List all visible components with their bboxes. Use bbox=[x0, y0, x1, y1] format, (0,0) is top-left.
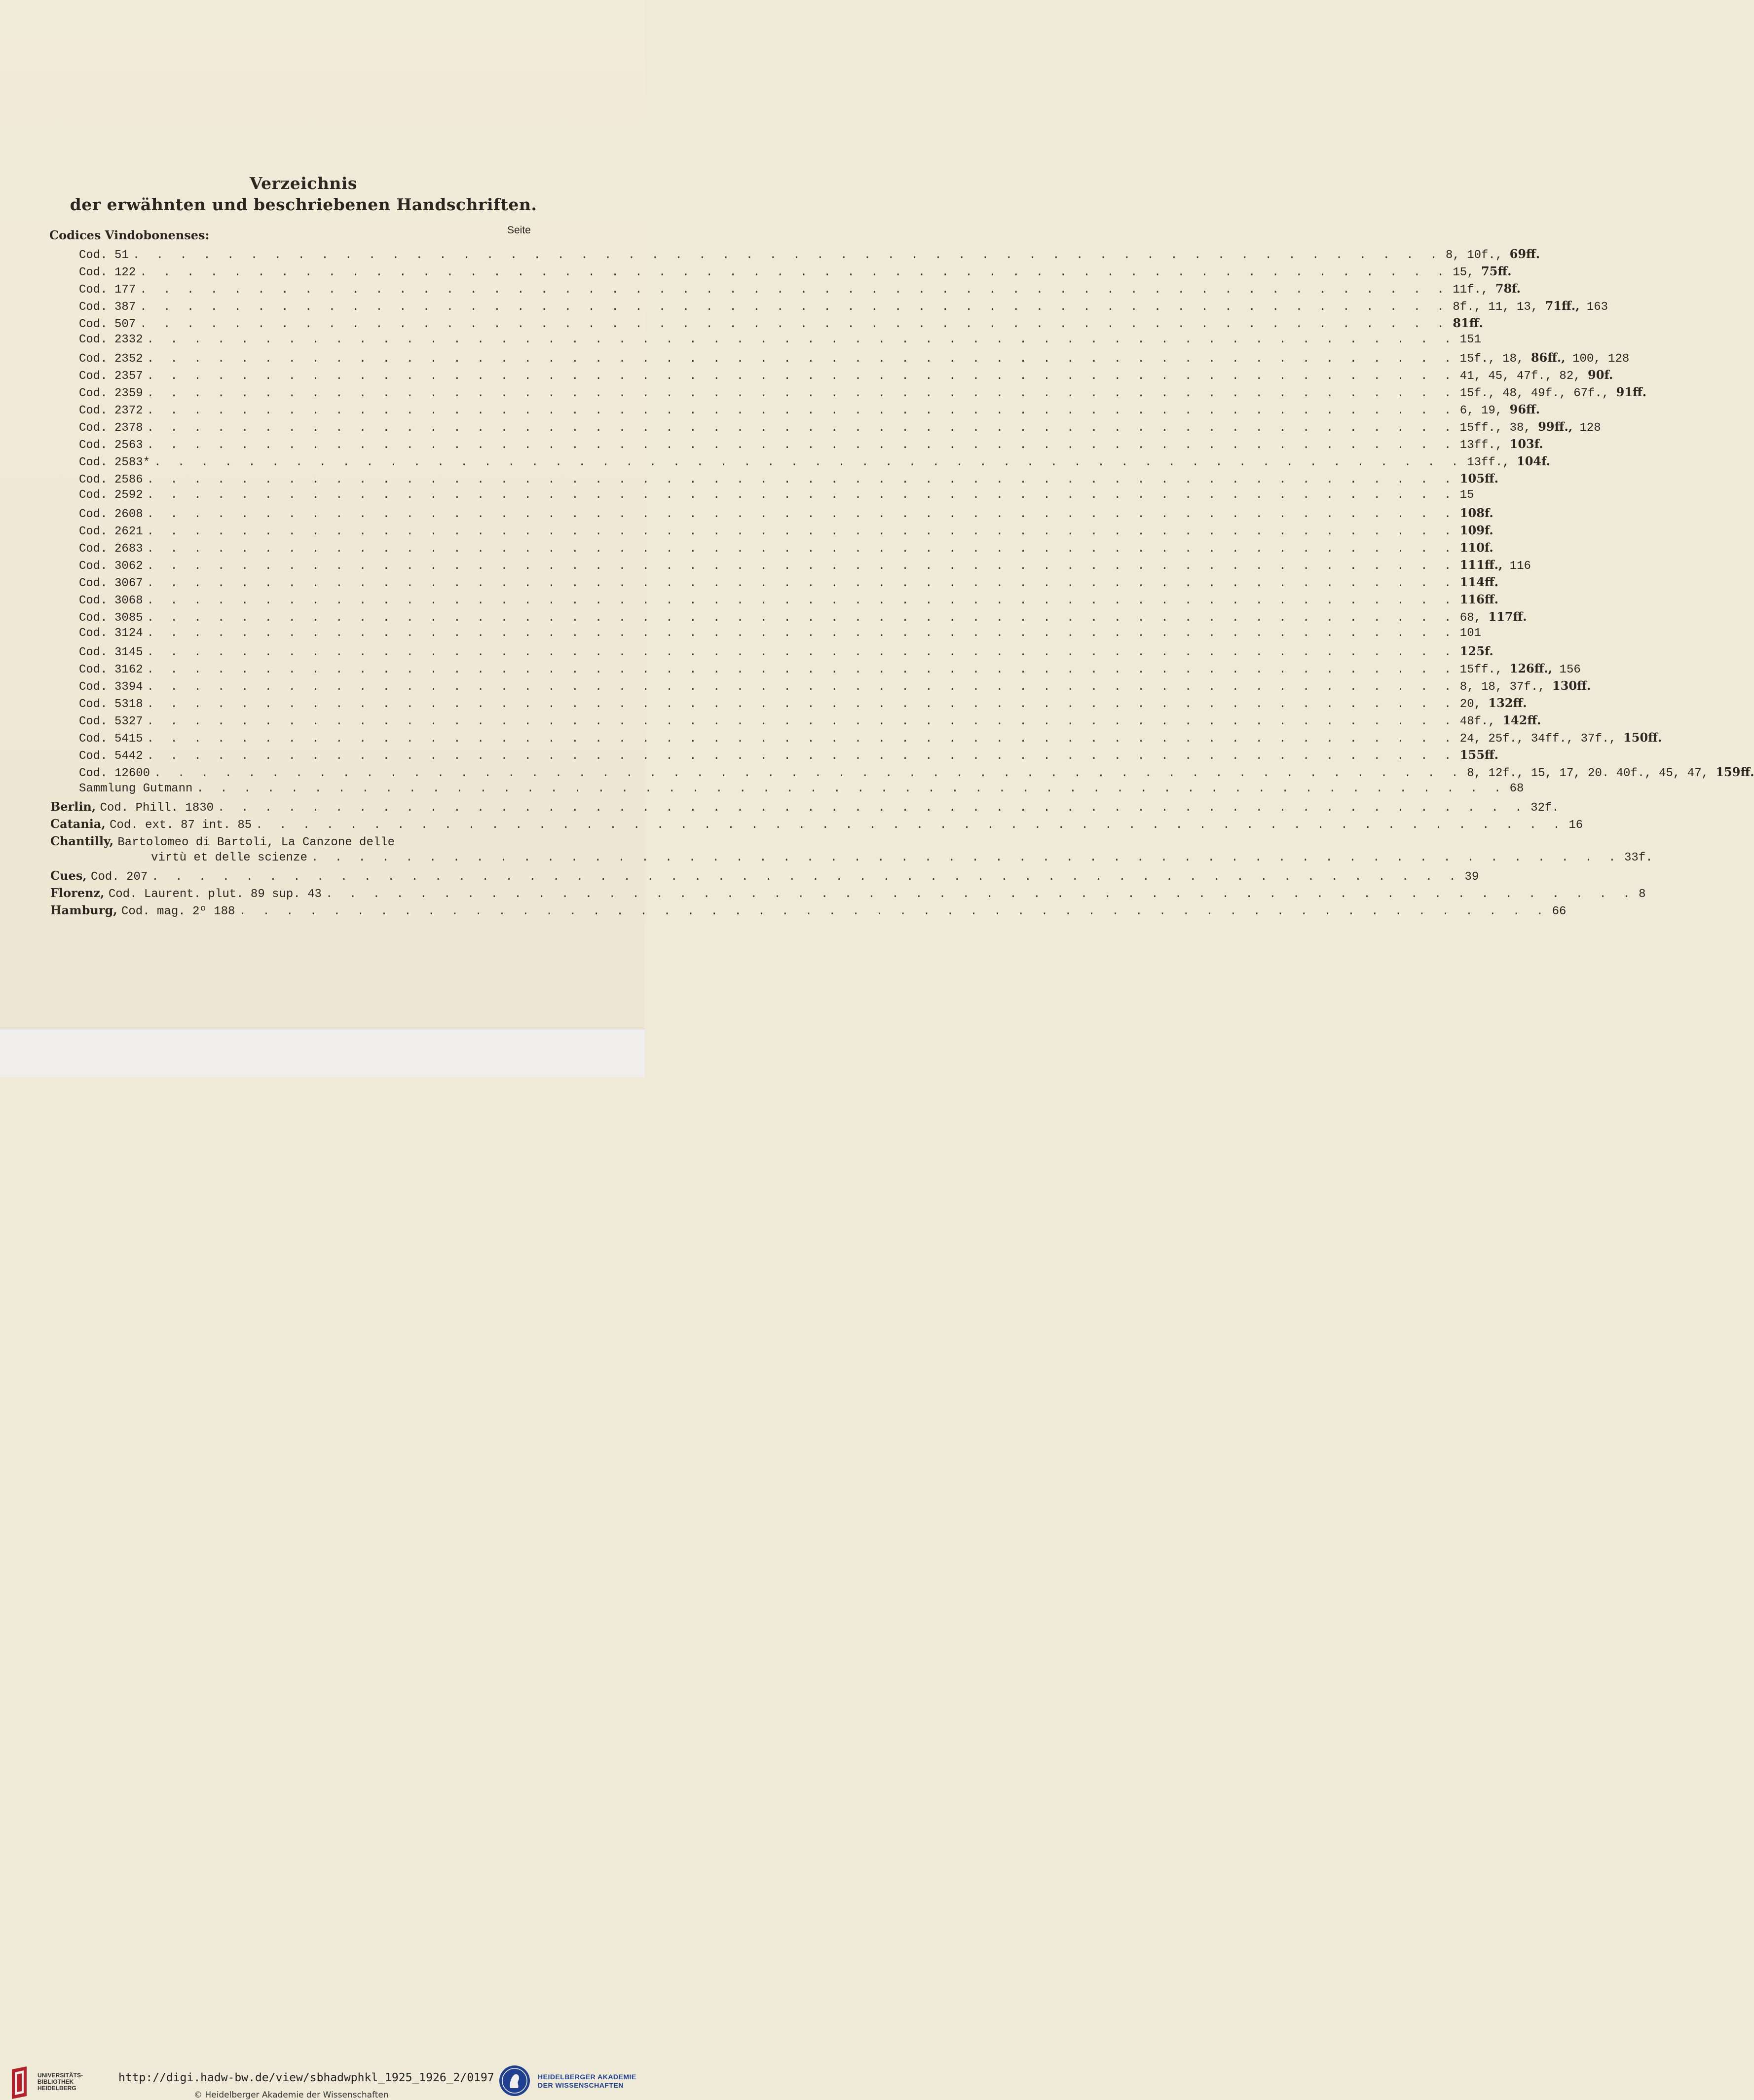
page-references: 39 bbox=[1464, 870, 1479, 884]
ub-line-3: HEIDELBERG bbox=[37, 2085, 76, 2092]
codex-label: Cod. 3394 bbox=[79, 680, 143, 694]
codex-label: Cod. 3067 bbox=[79, 577, 143, 590]
index-row bbox=[0, 247, 1540, 264]
codex-label: Cod. 5318 bbox=[79, 698, 143, 711]
page-references: 33f. bbox=[1624, 851, 1653, 864]
dot-leader: . . . . . . . . . . . . . . . . . . . . . . . . . . . . . . . . . . . . . . . . . . . . . . . . . . . . . . . . bbox=[140, 266, 1449, 279]
index-row bbox=[0, 488, 1474, 506]
index-row bbox=[0, 817, 1583, 834]
page-references: 32f. bbox=[1530, 801, 1559, 815]
index-row bbox=[0, 696, 1527, 713]
codex-label: Cod. 122 bbox=[79, 266, 136, 279]
library-label: Hamburg, Cod. mag. 2º 188 bbox=[50, 903, 235, 918]
index-row bbox=[0, 523, 1493, 540]
index-row bbox=[0, 678, 1591, 696]
dot-leader: . . . . . . . . . . . . . . . . . . . . . . . . . . . . . . . . . . . . . . . . . . . . . . . . . . . . . . . . bbox=[311, 851, 1621, 864]
dot-leader: . . . . . . . . . . . . . . . . . . . . . . . . . . . . . . . . . . . . . . . . . . . . . . . . . . . . . . . . bbox=[132, 249, 1442, 262]
codex-label: Cod. 3162 bbox=[79, 663, 143, 676]
index-row bbox=[0, 575, 1498, 592]
codex-label: Cod. 2357 bbox=[79, 370, 143, 383]
dot-leader: . . . . . . . . . . . . . . . . . . . . . . . . . . . . . . . . . . . . . . . . . . . . . . . . . . . . . . . . bbox=[147, 627, 1456, 640]
index-row bbox=[0, 834, 645, 851]
codex-label: Cod. 2563 bbox=[79, 439, 143, 452]
page-references: 111ff., 116 bbox=[1459, 558, 1531, 573]
index-row bbox=[0, 368, 1613, 385]
dot-leader: . . . . . . . . . . . . . . . . . . . . . . . . . . . . . . . . . . . . . . . . . . . . . . . . . . . . . . . . bbox=[147, 439, 1456, 452]
ub-line-1: UNIVERSITÄTS- bbox=[37, 2072, 83, 2079]
page-references: 8 bbox=[1639, 888, 1646, 901]
codex-label: Cod. 3145 bbox=[79, 646, 143, 659]
dot-leader: . . . . . . . . . . . . . . . . . . . . . . . . . . . . . . . . . . . . . . . . . . . . . . . . . . . . . . . . bbox=[147, 732, 1456, 746]
dot-leader: . . . . . . . . . . . . . . . . . . . . . . . . . . . . . . . . . . . . . . . . . . . . . . . . . . . . . . . . bbox=[147, 421, 1456, 435]
index-row bbox=[0, 333, 1482, 350]
codex-label: Cod. 2372 bbox=[79, 404, 143, 417]
page-url-link[interactable]: http://digi.hadw-bw.de/view/sbhadwphkl_1925_1926_2/0197 bbox=[118, 2071, 494, 2084]
codex-label: Cod. 12600 bbox=[79, 767, 150, 780]
library-label: Catania, Cod. ext. 87 int. 85 bbox=[50, 817, 252, 832]
page-references: 101 bbox=[1459, 627, 1482, 640]
index-row bbox=[0, 851, 1653, 868]
page-references: 15ff., 38, 99ff., 128 bbox=[1459, 419, 1601, 435]
index-row bbox=[0, 385, 1647, 402]
index-row bbox=[0, 713, 1541, 730]
dot-leader: . . . . . . . . . . . . . . . . . . . . . . . . . . . . . . . . . . . . . . . . . . . . . . . . . . . . . . . . bbox=[147, 404, 1456, 417]
dot-leader: . . . . . . . . . . . . . . . . . . . . . . . . . . . . . . . . . . . . . . . . . . . . . . . . . . . . . . . . bbox=[147, 333, 1456, 346]
dot-leader: . . . . . . . . . . . . . . . . . . . . . . . . . . . . . . . . . . . . . . . . . . . . . . . . . . . . . . . . bbox=[147, 750, 1456, 763]
index-row bbox=[0, 748, 1498, 765]
dot-leader: . . . . . . . . . . . . . . . . . . . . . . . . . . . . . . . . . . . . . . . . . . . . . . . . . . . . . . . . bbox=[154, 767, 1463, 780]
index-row bbox=[0, 609, 1527, 627]
page-references: 13ff., 103f. bbox=[1459, 437, 1543, 452]
index-row bbox=[0, 765, 1754, 782]
page-references: 114ff. bbox=[1459, 575, 1498, 589]
codex-label: Cod. 2608 bbox=[79, 508, 143, 521]
codex-label: Cod. 2583* bbox=[79, 456, 150, 469]
codex-label: Cod. 2332 bbox=[79, 333, 143, 346]
page-references: 13ff., 104f. bbox=[1467, 454, 1550, 469]
dot-leader: . . . . . . . . . . . . . . . . . . . . . . . . . . . . . . . . . . . . . . . . . . . . . . . . . . . . . . . . bbox=[147, 577, 1456, 590]
dot-leader: . . . . . . . . . . . . . . . . . . . . . . . . . . . . . . . . . . . . . . . . . . . . . . . . . . . . . . . . bbox=[147, 542, 1456, 556]
index-row bbox=[0, 281, 1521, 299]
ub-line-2: BIBLIOTHEK bbox=[37, 2078, 74, 2085]
index-row bbox=[0, 558, 1531, 575]
dot-leader: . . . . . . . . . . . . . . . . . . . . . . . . . . . . . . . . . . . . . . . . . . . . . . . . . . . . . . . . bbox=[147, 663, 1456, 676]
page-references: 125f. bbox=[1459, 644, 1493, 658]
academy-seal-icon bbox=[498, 2064, 531, 2097]
copyright-text: © Heidelberger Akademie der Wissenschaften bbox=[194, 2090, 389, 2100]
page-references: 81ff. bbox=[1453, 316, 1483, 330]
page-references: 108f. bbox=[1459, 506, 1493, 520]
dot-leader: . . . . . . . . . . . . . . . . . . . . . . . . . . . . . . . . . . . . . . . . . . . . . . . . . . . . . . . . bbox=[147, 594, 1456, 607]
index-row bbox=[0, 437, 1543, 454]
index-row bbox=[0, 419, 1601, 437]
hak-line-1: HEIDELBERGER AKADEMIE bbox=[538, 2073, 636, 2081]
page-references: 20, 132ff. bbox=[1459, 696, 1527, 711]
dot-leader: . . . . . . . . . . . . . . . . . . . . . . . . . . . . . . . . . . . . . . . . . . . . . . . . . . . . . . . . bbox=[147, 560, 1456, 573]
index-row bbox=[0, 868, 1479, 886]
dot-leader: . . . . . . . . . . . . . . . . . . . . . . . . . . . . . . . . . . . . . . . . . . . . . . . . . . . . . . . . bbox=[325, 888, 1635, 901]
library-label: Florenz, Cod. Laurent. plut. 89 sup. 43 bbox=[50, 886, 322, 901]
dot-leader: . . . . . . . . . . . . . . . . . . . . . . . . . . . . . . . . . . . . . . . . . . . . . . . . . . . . . . . . bbox=[151, 870, 1461, 884]
index-row bbox=[0, 506, 1493, 523]
page-references: 15f., 18, 86ff., 100, 128 bbox=[1459, 350, 1630, 366]
index-row bbox=[0, 782, 1524, 799]
codex-label: Cod. 2586 bbox=[79, 473, 143, 487]
index-row bbox=[0, 730, 1662, 748]
hak-line-2: DER WISSENSCHAFTEN bbox=[538, 2081, 624, 2089]
section-title: Codices Vindobonenses: bbox=[49, 228, 210, 242]
page-references: 66 bbox=[1552, 905, 1567, 918]
index-row bbox=[0, 799, 1559, 817]
index-row bbox=[0, 540, 1493, 558]
index-row bbox=[0, 886, 1646, 903]
academy-logo-text bbox=[538, 2073, 636, 2090]
index-row bbox=[0, 644, 1493, 661]
dot-leader: . . . . . . . . . . . . . . . . . . . . . . . . . . . . . . . . . . . . . . . . . . . . . . . . . . . . . . . . bbox=[147, 387, 1456, 400]
page-references: 48f., 142ff. bbox=[1459, 713, 1541, 728]
page-references: 8, 10f., 69ff. bbox=[1446, 247, 1540, 262]
dot-leader: . . . . . . . . . . . . . . . . . . . . . . . . . . . . . . . . . . . . . . . . . . . . . . . . . . . . . . . . bbox=[140, 283, 1449, 297]
dot-leader: . . . . . . . . . . . . . . . . . . . . . . . . . . . . . . . . . . . . . . . . . . . . . . . . . . . . . . . . bbox=[147, 680, 1456, 694]
dot-leader: . . . . . . . . . . . . . . . . . . . . . . . . . . . . . . . . . . . . . . . . . . . . . . . . . . . . . . . . bbox=[147, 525, 1456, 538]
dot-leader: . . . . . . . . . . . . . . . . . . . . . . . . . . . . . . . . . . . . . . . . . . . . . . . . . . . . . . . . bbox=[147, 508, 1456, 521]
codex-label: Cod. 3085 bbox=[79, 611, 143, 625]
library-label: virtù et delle scienze bbox=[151, 851, 307, 864]
codex-label: Cod. 5442 bbox=[79, 750, 143, 763]
page-references: 155ff. bbox=[1459, 748, 1498, 762]
page-references: 105ff. bbox=[1459, 471, 1498, 486]
index-list bbox=[0, 247, 1754, 920]
dot-leader: . . . . . . . . . . . . . . . . . . . . . . . . . . . . . . . . . . . . . . . . . . . . . . . . . . . . . . . . bbox=[147, 473, 1456, 487]
page-references: 6, 19, 96ff. bbox=[1459, 402, 1540, 417]
page-references: 151 bbox=[1459, 333, 1482, 346]
codex-label: Cod. 5327 bbox=[79, 715, 143, 728]
codex-label: Cod. 3068 bbox=[79, 594, 143, 607]
dot-leader: . . . . . . . . . . . . . . . . . . . . . . . . . . . . . . . . . . . . . . . . . . . . . . . . . . . . . . . . bbox=[147, 698, 1456, 711]
page-references: 8, 12f., 15, 17, 20. 40f., 45, 47, 159ff. bbox=[1467, 765, 1754, 780]
page-references: 8f., 11, 13, 71ff., 163 bbox=[1453, 299, 1608, 314]
index-row bbox=[0, 316, 1483, 333]
index-row bbox=[0, 592, 1498, 609]
codex-label: Cod. 2621 bbox=[79, 525, 143, 538]
codex-label: Cod. 3124 bbox=[79, 627, 143, 640]
page-references: 16 bbox=[1568, 819, 1583, 832]
codex-label: Cod. 387 bbox=[79, 300, 136, 314]
codex-label: Sammlung Gutmann bbox=[79, 782, 193, 795]
university-library-logo-icon bbox=[7, 2065, 34, 2100]
index-row bbox=[0, 402, 1540, 419]
page-references: 8, 18, 37f., 130ff. bbox=[1459, 678, 1591, 694]
codex-label: Cod. 51 bbox=[79, 249, 129, 262]
page-references: 68, 117ff. bbox=[1459, 609, 1527, 625]
page-references: 41, 45, 47f., 82, 90f. bbox=[1459, 368, 1613, 383]
index-row bbox=[0, 264, 1512, 281]
codex-label: Cod. 5415 bbox=[79, 732, 143, 746]
page-references: 15, 75ff. bbox=[1453, 264, 1512, 279]
library-label: Berlin, Cod. Phill. 1830 bbox=[50, 799, 214, 815]
codex-label: Cod. 2359 bbox=[79, 387, 143, 400]
dot-leader: . . . . . . . . . . . . . . . . . . . . . . . . . . . . . . . . . . . . . . . . . . . . . . . . . . . . . . . . bbox=[147, 488, 1456, 502]
dot-leader: . . . . . . . . . . . . . . . . . . . . . . . . . . . . . . . . . . . . . . . . . . . . . . . . . . . . . . . . bbox=[256, 819, 1565, 832]
dot-leader: . . . . . . . . . . . . . . . . . . . . . . . . . . . . . . . . . . . . . . . . . . . . . . . . . . . . . . . . bbox=[147, 370, 1456, 383]
index-row bbox=[0, 903, 1567, 920]
page-references: 109f. bbox=[1459, 523, 1493, 537]
dot-leader: . . . . . . . . . . . . . . . . . . . . . . . . . . . . . . . . . . . . . . . . . . . . . . . . . . . . . . . . bbox=[218, 801, 1527, 815]
heading-line-1: Verzeichnis bbox=[250, 174, 357, 193]
index-row bbox=[0, 350, 1630, 368]
dot-leader: . . . . . . . . . . . . . . . . . . . . . . . . . . . . . . . . . . . . . . . . . . . . . . . . . . . . . . . . bbox=[147, 646, 1456, 659]
heading-line-2: der erwähnten und beschriebenen Handschriften. bbox=[70, 195, 537, 214]
page-references: 68 bbox=[1509, 782, 1524, 795]
library-label: Chantilly, Bartolomeo di Bartoli, La Canzone delle bbox=[50, 834, 395, 849]
dot-leader: . . . . . . . . . . . . . . . . . . . . . . . . . . . . . . . . . . . . . . . . . . . . . . . . . . . . . . . . bbox=[239, 905, 1548, 918]
index-row bbox=[0, 661, 1581, 678]
dot-leader: . . . . . . . . . . . . . . . . . . . . . . . . . . . . . . . . . . . . . . . . . . . . . . . . . . . . . . . . bbox=[140, 300, 1449, 314]
column-header-seite: Seite bbox=[507, 225, 531, 236]
page-references: 15f., 48, 49f., 67f., 91ff. bbox=[1459, 385, 1647, 400]
codex-label: Cod. 177 bbox=[79, 283, 136, 297]
page-references: 15 bbox=[1459, 488, 1474, 502]
codex-label: Cod. 507 bbox=[79, 318, 136, 331]
dot-leader: . . . . . . . . . . . . . . . . . . . . . . . . . . . . . . . . . . . . . . . . . . . . . . . . . . . . . . . . bbox=[196, 782, 1506, 795]
page-references: 110f. bbox=[1459, 540, 1493, 555]
scanned-page bbox=[0, 0, 1754, 1029]
codex-label: Cod. 2352 bbox=[79, 352, 143, 366]
dot-leader: . . . . . . . . . . . . . . . . . . . . . . . . . . . . . . . . . . . . . . . . . . . . . . . . . . . . . . . . bbox=[140, 318, 1449, 331]
index-row bbox=[0, 454, 1550, 471]
page-references: 116ff. bbox=[1459, 592, 1498, 606]
codex-label: Cod. 2592 bbox=[79, 488, 143, 502]
index-row bbox=[0, 471, 1498, 488]
page-references: 24, 25f., 34ff., 37f., 150ff. bbox=[1459, 730, 1662, 746]
dot-leader: . . . . . . . . . . . . . . . . . . . . . . . . . . . . . . . . . . . . . . . . . . . . . . . . . . . . . . . . bbox=[147, 715, 1456, 728]
dot-leader: . . . . . . . . . . . . . . . . . . . . . . . . . . . . . . . . . . . . . . . . . . . . . . . . . . . . . . . . bbox=[154, 456, 1463, 469]
page-references: 15ff., 126ff., 156 bbox=[1459, 661, 1581, 676]
dot-leader: . . . . . . . . . . . . . . . . . . . . . . . . . . . . . . . . . . . . . . . . . . . . . . . . . . . . . . . . bbox=[147, 352, 1456, 366]
index-row bbox=[0, 299, 1608, 316]
library-label: Cues, Cod. 207 bbox=[50, 868, 148, 884]
viewer-footer bbox=[0, 1029, 645, 2100]
codex-label: Cod. 2378 bbox=[79, 421, 143, 435]
codex-label: Cod. 2683 bbox=[79, 542, 143, 556]
university-library-text bbox=[37, 2072, 83, 2092]
codex-label: Cod. 3062 bbox=[79, 560, 143, 573]
page-references: 11f., 78f. bbox=[1453, 281, 1521, 297]
dot-leader: . . . . . . . . . . . . . . . . . . . . . . . . . . . . . . . . . . . . . . . . . . . . . . . . . . . . . . . . bbox=[147, 611, 1456, 625]
index-row bbox=[0, 627, 1482, 644]
